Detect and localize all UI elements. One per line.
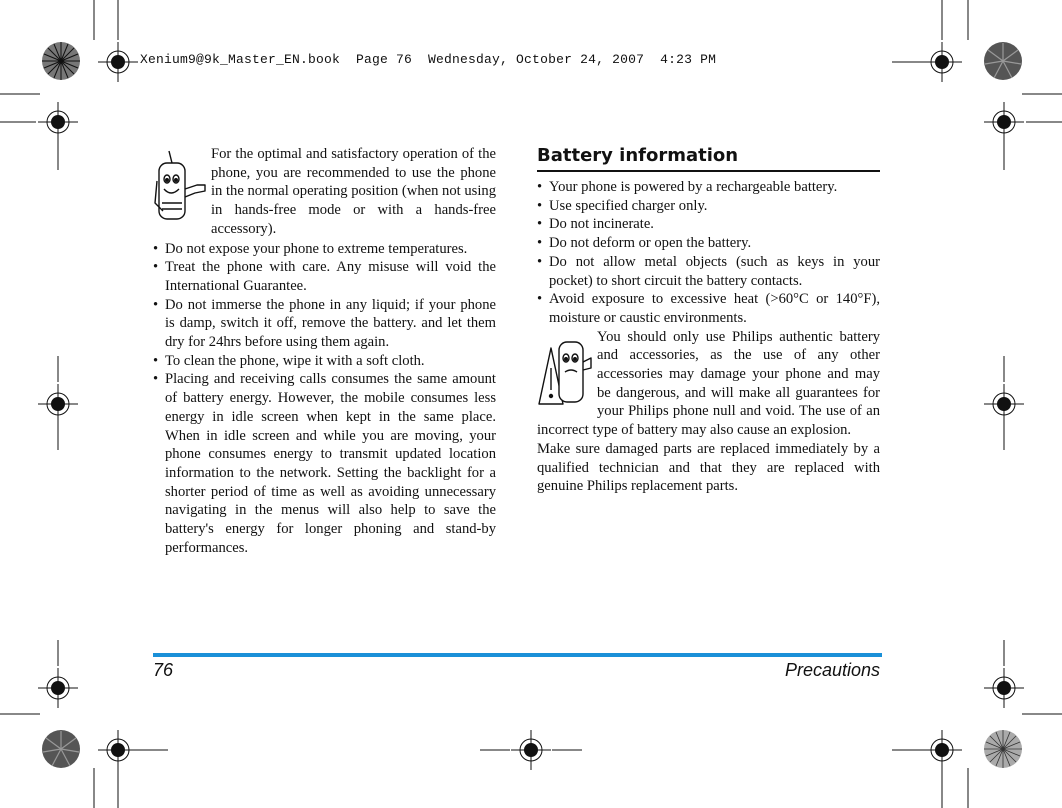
battery-bullet-list (537, 178, 880, 328)
color-wheel-icon (982, 40, 1024, 82)
color-wheel-icon (982, 728, 1024, 770)
section-name: Precautions (784, 660, 880, 680)
color-wheel-icon (40, 728, 82, 770)
list-item: • Placing and receiving calls consumes the same amount of battery energy. However, the mobile consumes less energy in idle screen when kept in the same place. When in idle screen and while you are moving, your phone consumes energy to transmit updated location information to the network. Setting the backlight for a shorter period of time as well as avoiding unnecessary navigating in the menus will also help to save the battery's energy for longer phoning and stand-by performances. (153, 370, 496, 557)
intro-block (153, 145, 496, 239)
list-item: • Do not allow metal objects (such as keys in your pocket) to short circuit the battery contacts. (537, 253, 880, 290)
color-wheel-icon (40, 40, 82, 82)
warning-paragraph: You should only use Philips authentic battery and accessories, as the use of any other accessories may damage your phone and may be dangerous, and will make all guarantees for your Philips phone null and void. The use of an incorrect type of battery may also cause an explosion. (537, 328, 880, 439)
warning-block (537, 328, 880, 440)
list-item: • To clean the phone, wipe it with a soft cloth. (153, 352, 496, 371)
intro-paragraph: For the optimal and satisfactory operation of the phone, you are recommended to use the phone in the normal operating position (when not using in hands-free mode or with a hands-free accessory). (211, 146, 496, 237)
left-column (153, 145, 496, 557)
book-header: Xenium9@9k_Master_EN.book Page 76 Wednesday, October 24, 2007 4:23 PM (140, 52, 717, 67)
list-item: • Avoid exposure to excessive heat (>60°C or 140°F), moisture or caustic environments. (537, 290, 880, 327)
footer-rule (153, 653, 882, 657)
right-column (537, 145, 880, 496)
section-title: Battery information (537, 145, 880, 172)
list-item: • Do not expose your phone to extreme temperatures. (153, 240, 496, 259)
list-item: • Do not deform or open the battery. (537, 234, 880, 253)
list-item: • Do not incinerate. (537, 215, 880, 234)
list-item: • Your phone is powered by a rechargeable battery. (537, 178, 880, 197)
left-bullet-list (153, 240, 496, 558)
list-item: • Use specified charger only. (537, 197, 880, 216)
phone-mascot-pointing-icon (153, 145, 207, 225)
final-paragraph: Make sure damaged parts are replaced immediately by a qualified technician and that they are replaced with genuine Philips replacement parts. (537, 440, 880, 495)
page-number: 76 (153, 660, 174, 680)
phone-mascot-warning-icon (537, 334, 593, 410)
list-item: • Do not immerse the phone in any liquid; if your phone is damp, switch it off, remove the battery. and let them dry for 24hrs before using them again. (153, 296, 496, 352)
list-item: • Treat the phone with care. Any misuse will void the International Guarantee. (153, 258, 496, 295)
